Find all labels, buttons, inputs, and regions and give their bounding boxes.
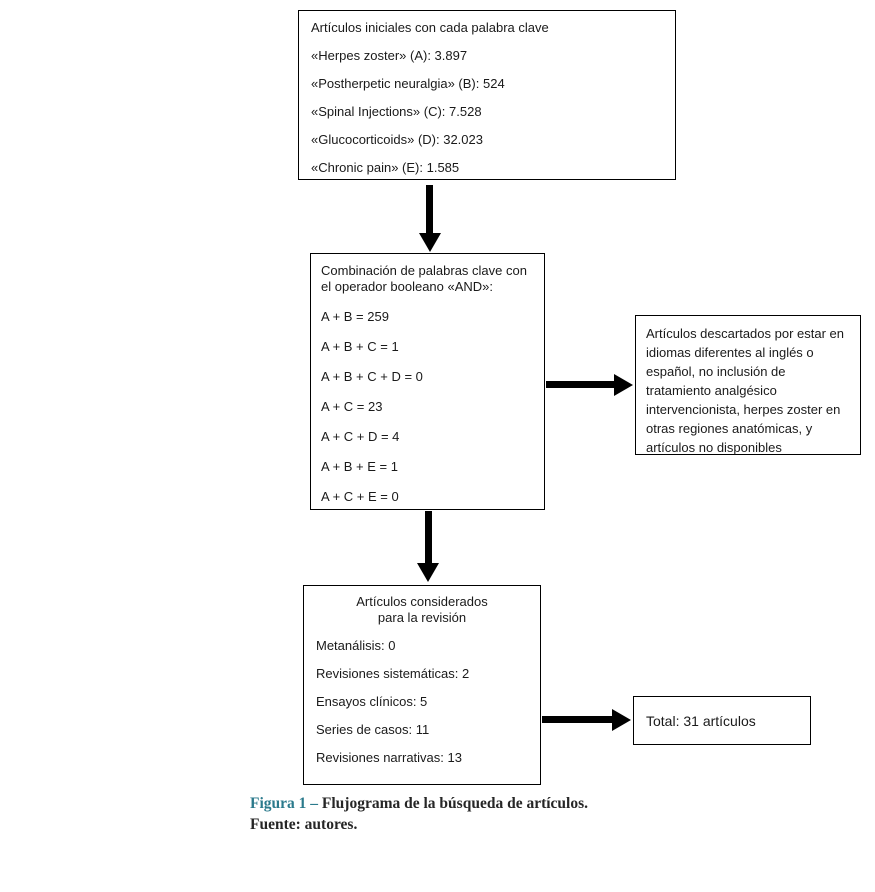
arrow-head-down-icon	[419, 233, 441, 252]
considered-box-title-line2: para la revisión	[377, 610, 467, 625]
considered-line: Revisiones narrativas: 13	[316, 750, 462, 765]
figure-caption-text: Flujograma de la búsqueda de artículos.	[321, 795, 589, 812]
total-articles-text: Total: 31 artículos	[646, 712, 756, 729]
total-articles-box	[633, 696, 811, 745]
arrow-head-right-icon	[614, 374, 633, 396]
combination-line: A + B + E = 1	[321, 459, 398, 474]
arrow-shaft	[542, 716, 612, 723]
figure-caption-source: Fuente: autores.	[250, 816, 358, 833]
arrow-shaft	[425, 511, 432, 563]
keyword-line: «Chronic pain» (E): 1.585	[311, 160, 460, 175]
arrow-shaft	[546, 381, 614, 388]
considered-line: Metanálisis: 0	[316, 638, 396, 653]
keyword-line: «Glucocorticoids» (D): 32.023	[311, 132, 483, 147]
combination-line: A + B + C = 1	[321, 339, 399, 354]
figure-caption	[250, 793, 588, 835]
initial-articles-box	[298, 10, 676, 180]
arrow-head-down-icon	[417, 563, 439, 582]
keyword-line: «Herpes zoster» (A): 3.897	[311, 48, 468, 63]
considered-box-title-line1: Artículos considerados	[356, 594, 488, 609]
combination-line: A + B = 259	[321, 309, 389, 324]
arrow-head-right-icon	[612, 709, 631, 731]
initial-box-title: Artículos iniciales con cada palabra clave	[311, 20, 549, 35]
discarded-articles-box: Artículos descartados por estar en idiomas diferentes al inglés o español, no inclusión de tratamiento analgésico intervencionista, herpes zoster en otras regiones anatómicas, y artículos no disponibles	[635, 315, 861, 455]
arrow-shaft	[426, 185, 433, 233]
keyword-line: «Spinal Injections» (C): 7.528	[311, 104, 482, 119]
combination-line: A + C + E = 0	[321, 489, 399, 504]
keyword-line: «Postherpetic neuralgia» (B): 524	[311, 76, 505, 91]
considered-articles-box	[303, 585, 541, 785]
combination-box	[310, 253, 545, 510]
combination-line: A + B + C + D = 0	[321, 369, 423, 384]
figure-caption-line	[250, 793, 588, 814]
considered-line: Ensayos clínicos: 5	[316, 694, 428, 709]
combination-line: A + C = 23	[321, 399, 383, 414]
figure-caption-label: Figura 1 –	[250, 795, 319, 812]
considered-line: Revisiones sistemáticas: 2	[316, 666, 470, 681]
considered-line: Series de casos: 11	[316, 722, 430, 737]
combination-line: A + C + D = 4	[321, 429, 400, 444]
combination-box-title: Combinación de palabras clave con el operador booleano «AND»:	[321, 263, 527, 294]
